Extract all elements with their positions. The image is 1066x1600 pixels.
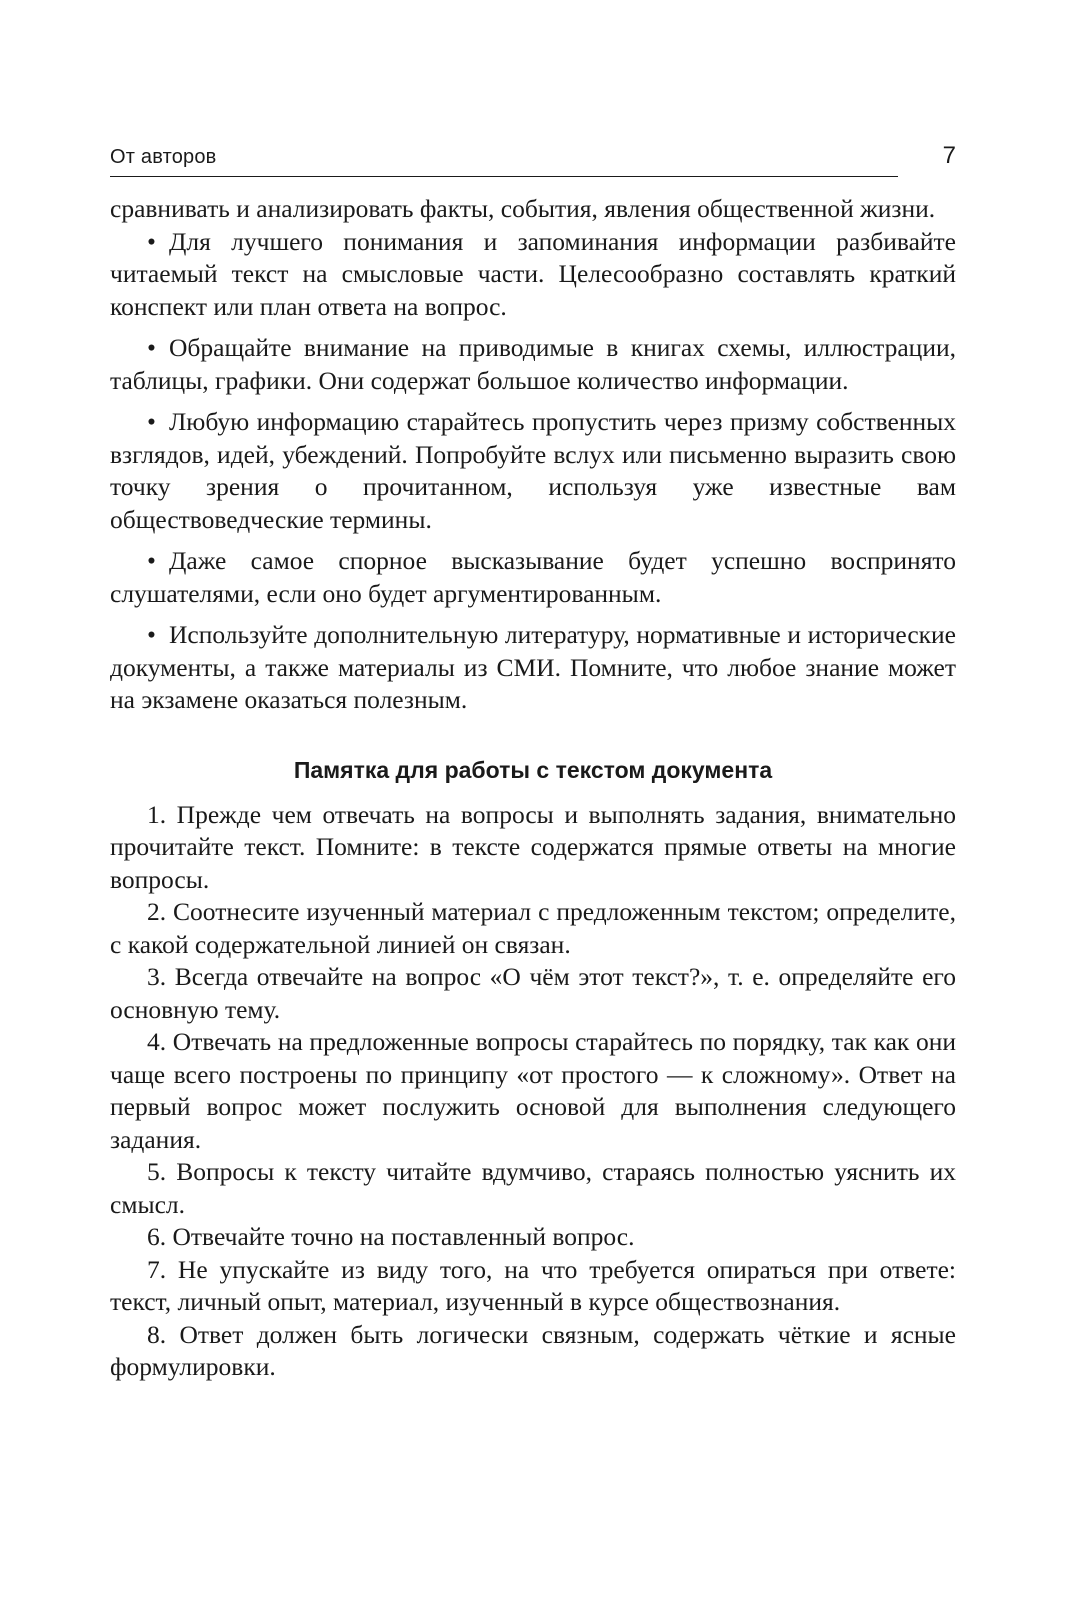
numbered-item: 8. Ответ должен быть логически связным, содержать чёткие и ясные формулировки. xyxy=(110,1319,956,1381)
bullet-text: Даже самое спорное высказывание будет успешно воспринято слушателями, если оно будет аргументированным. xyxy=(110,546,956,608)
bullet-item xyxy=(110,545,956,610)
bullet-icon: • xyxy=(147,620,156,649)
bullet-text: Любую информацию старайтесь пропустить через призму собственных взглядов, идей, убеждений. Попробуйте вслух или письменно выразить свою точку зрения о прочитанном, используя уже известные вам обществоведческие термины. xyxy=(110,407,956,534)
numbered-item: 1. Прежде чем отвечать на вопросы и выполнять задания, внимательно прочитайте текст. Помните: в тексте содержатся прямые ответы на многие вопросы. xyxy=(110,799,956,894)
body-text xyxy=(110,193,956,1384)
running-header xyxy=(110,142,956,182)
section-heading: Памятка для работы с текстом документа xyxy=(293,756,773,783)
bullet-text: Используйте дополнительную литературу, нормативные и исторические документы, а также материалы из СМИ. Помните, что любое знание может на экзамене оказаться полезным. xyxy=(110,620,956,714)
numbered-item: 6. Отвечайте точно на поставленный вопрос. xyxy=(147,1222,635,1251)
bullet-text: Обращайте внимание на приводимые в книгах схемы, иллюстрации, таблицы, графики. Они содержат большое количество информации. xyxy=(110,333,956,395)
bullet-item xyxy=(110,226,956,324)
page-number: 7 xyxy=(942,142,956,169)
numbered-item: 4. Отвечать на предложенные вопросы старайтесь по порядку, так как они чаще всего построены по принципу «от простого — к сложному». Ответ на первый вопрос может послужить основой для выполнения следующего задания. xyxy=(110,1027,956,1154)
numbered-item: 7. Не упускайте из виду того, на что требуется опираться при ответе: текст, личный опыт, материал, изученный в курсе обществознания. xyxy=(110,1254,956,1316)
book-page xyxy=(110,0,956,1600)
bullet-item xyxy=(110,619,956,717)
numbered-item: 5. Вопросы к тексту читайте вдумчиво, стараясь полностью уяснить их смысл. xyxy=(110,1157,956,1219)
bullet-item xyxy=(110,406,956,536)
header-title: От авторов xyxy=(110,146,217,168)
bullet-icon: • xyxy=(147,546,156,575)
bullet-icon: • xyxy=(147,226,156,256)
bullet-icon: • xyxy=(147,407,156,436)
bullet-text: Для лучшего понимания и запоминания информации разбивайте читаемый текст на смысловые части. Целесообразно составлять краткий конспект или план ответа на вопрос. xyxy=(110,226,956,321)
numbered-item: 2. Соотнесите изученный материал с предложенным текстом; определите, с какой содержательной линией он связан. xyxy=(110,897,956,959)
continuation-paragraph: сравнивать и анализировать факты, события, явления общественной жизни. xyxy=(110,194,936,223)
numbered-item: 3. Всегда отвечайте на вопрос «О чём этот текст?», т. е. определяйте его основную тему. xyxy=(110,962,956,1024)
bullet-icon: • xyxy=(147,333,156,362)
bullet-item xyxy=(110,332,956,397)
header-rule xyxy=(110,176,898,177)
